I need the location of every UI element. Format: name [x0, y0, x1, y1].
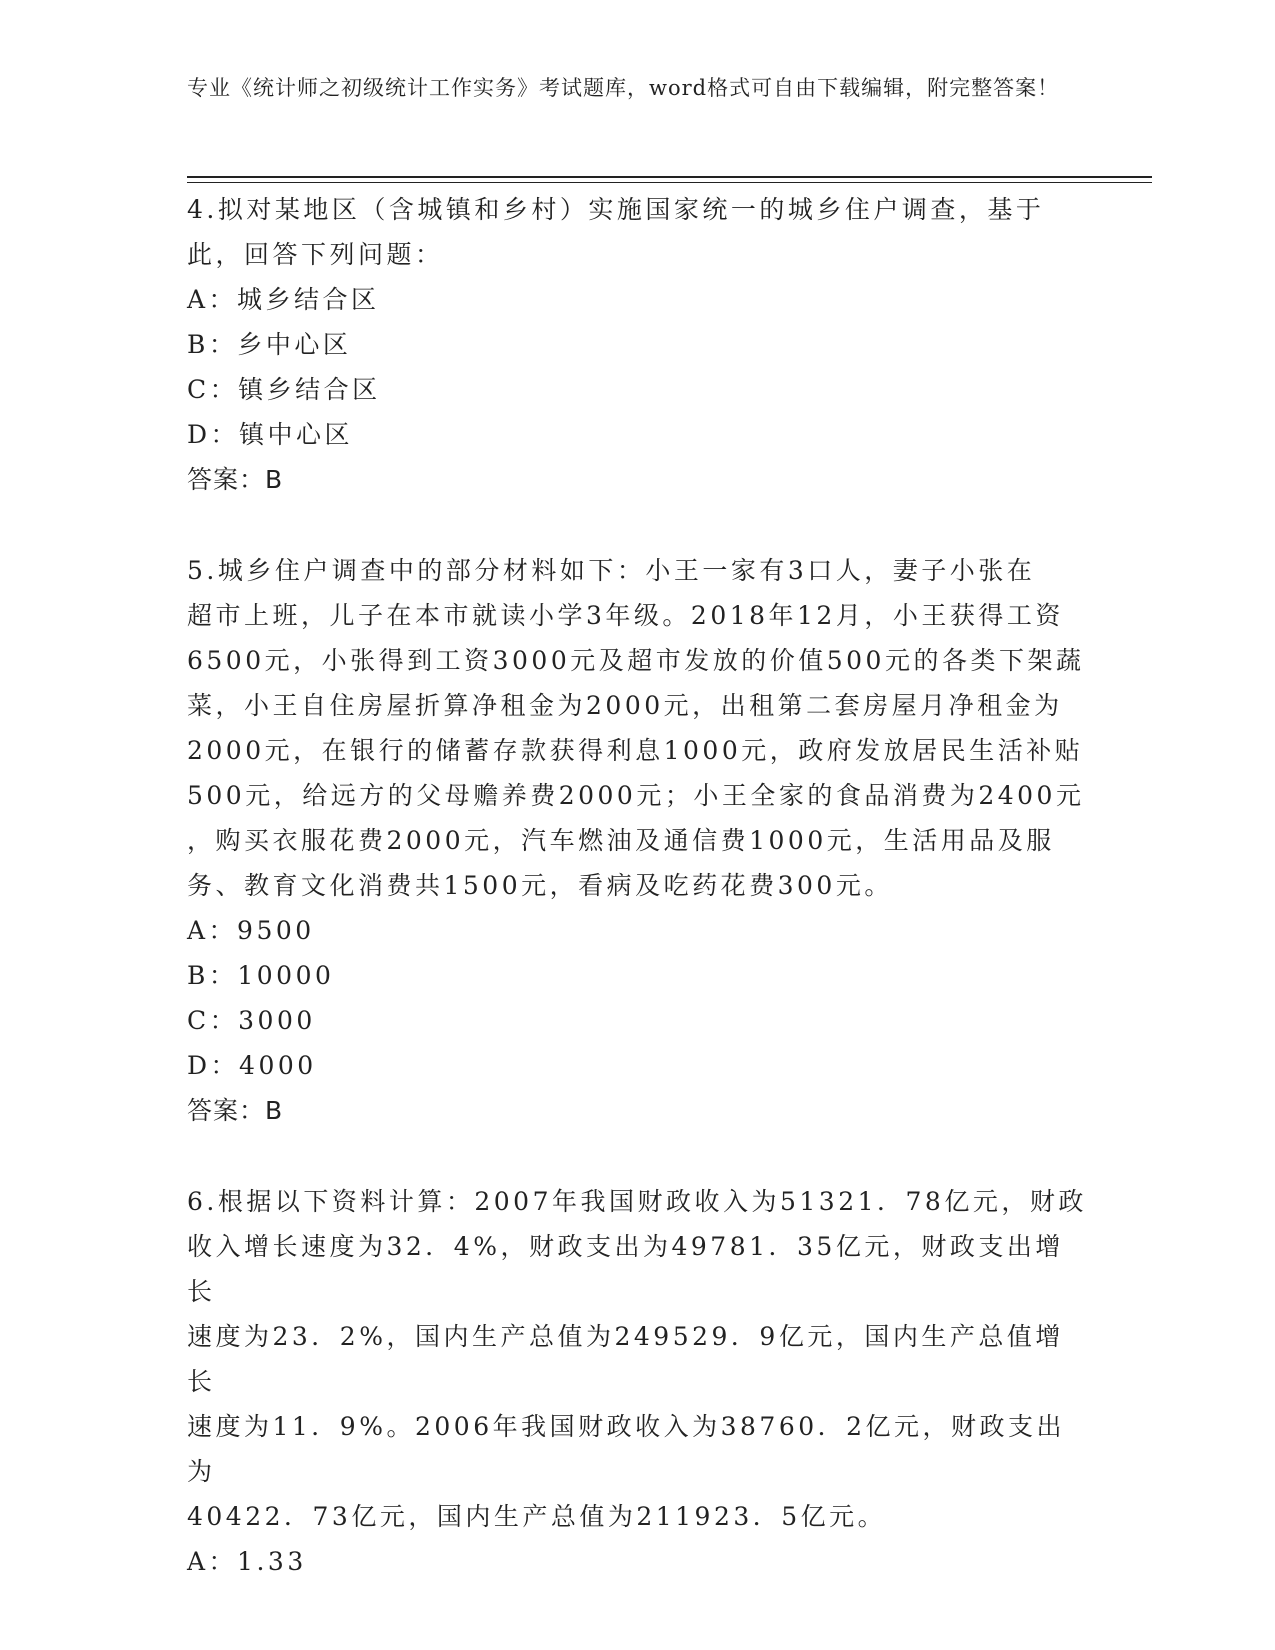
option-b: B：10000	[187, 961, 335, 990]
option-a: A：1.33	[187, 1547, 307, 1576]
question-stem-line: 收入增长速度为32．4%，财政支出为49781．35亿元，财政支出增长	[187, 1232, 1064, 1306]
question-stem-line: 500元，给远方的父母赡养费2000元；小王全家的食品消费为2400元	[187, 781, 1085, 810]
question-4	[187, 187, 1087, 502]
question-stem-line: 超市上班，儿子在本市就读小学3年级。2018年12月，小王获得工资	[187, 601, 1064, 630]
question-stem-line: 2000元，在银行的储蓄存款获得利息1000元，政府发放居民生活补贴	[187, 736, 1084, 765]
answer-line: 答案：B	[187, 1096, 284, 1125]
option-a: A：城乡结合区	[187, 285, 380, 314]
header-divider-thick	[187, 176, 1152, 178]
option-d: D：4000	[187, 1051, 317, 1080]
question-6	[187, 1179, 1087, 1584]
question-stem-line: 4.拟对某地区（含城镇和乡村）实施国家统一的城乡住户调查，基于	[187, 195, 1045, 224]
question-stem-line: ，购买衣服花费2000元，汽车燃油及通信费1000元，生活用品及服	[187, 826, 1055, 855]
question-5	[187, 548, 1087, 1133]
question-stem-line: 务、教育文化消费共1500元，看病及吃药花费300元。	[187, 871, 893, 900]
option-b: B：乡中心区	[187, 330, 352, 359]
option-c: C：3000	[187, 1006, 316, 1035]
page-header: 专业《统计师之初级统计工作实务》考试题库，word格式可自由下载编辑，附完整答案！	[187, 76, 1060, 100]
question-stem-line: 菜，小王自住房屋折算净租金为2000元，出租第二套房屋月净租金为	[187, 691, 1063, 720]
spacer	[187, 502, 1087, 548]
option-c: C：镇乡结合区	[187, 375, 381, 404]
question-list	[187, 187, 1087, 1584]
option-d: D：镇中心区	[187, 420, 354, 449]
option-a: A：9500	[187, 916, 315, 945]
question-stem-line: 速度为11．9%。2006年我国财政收入为38760．2亿元，财政支出为	[187, 1412, 1066, 1486]
question-stem-line: 5.城乡住户调查中的部分材料如下：小王一家有3口人，妻子小张在	[187, 556, 1036, 585]
spacer	[187, 1133, 1087, 1179]
question-stem-line: 6.根据以下资料计算：2007年我国财政收入为51321．78亿元，财政	[187, 1187, 1087, 1216]
question-stem-line: 此，回答下列问题：	[187, 240, 444, 269]
header-divider-thin	[187, 182, 1152, 183]
question-stem-line: 40422．73亿元，国内生产总值为211923．5亿元。	[187, 1502, 887, 1531]
answer-line: 答案：B	[187, 465, 284, 494]
question-stem-line: 6500元，小张得到工资3000元及超市发放的价值500元的各类下架蔬	[187, 646, 1085, 675]
question-stem-line: 速度为23．2%，国内生产总值为249529．9亿元，国内生产总值增长	[187, 1322, 1064, 1396]
